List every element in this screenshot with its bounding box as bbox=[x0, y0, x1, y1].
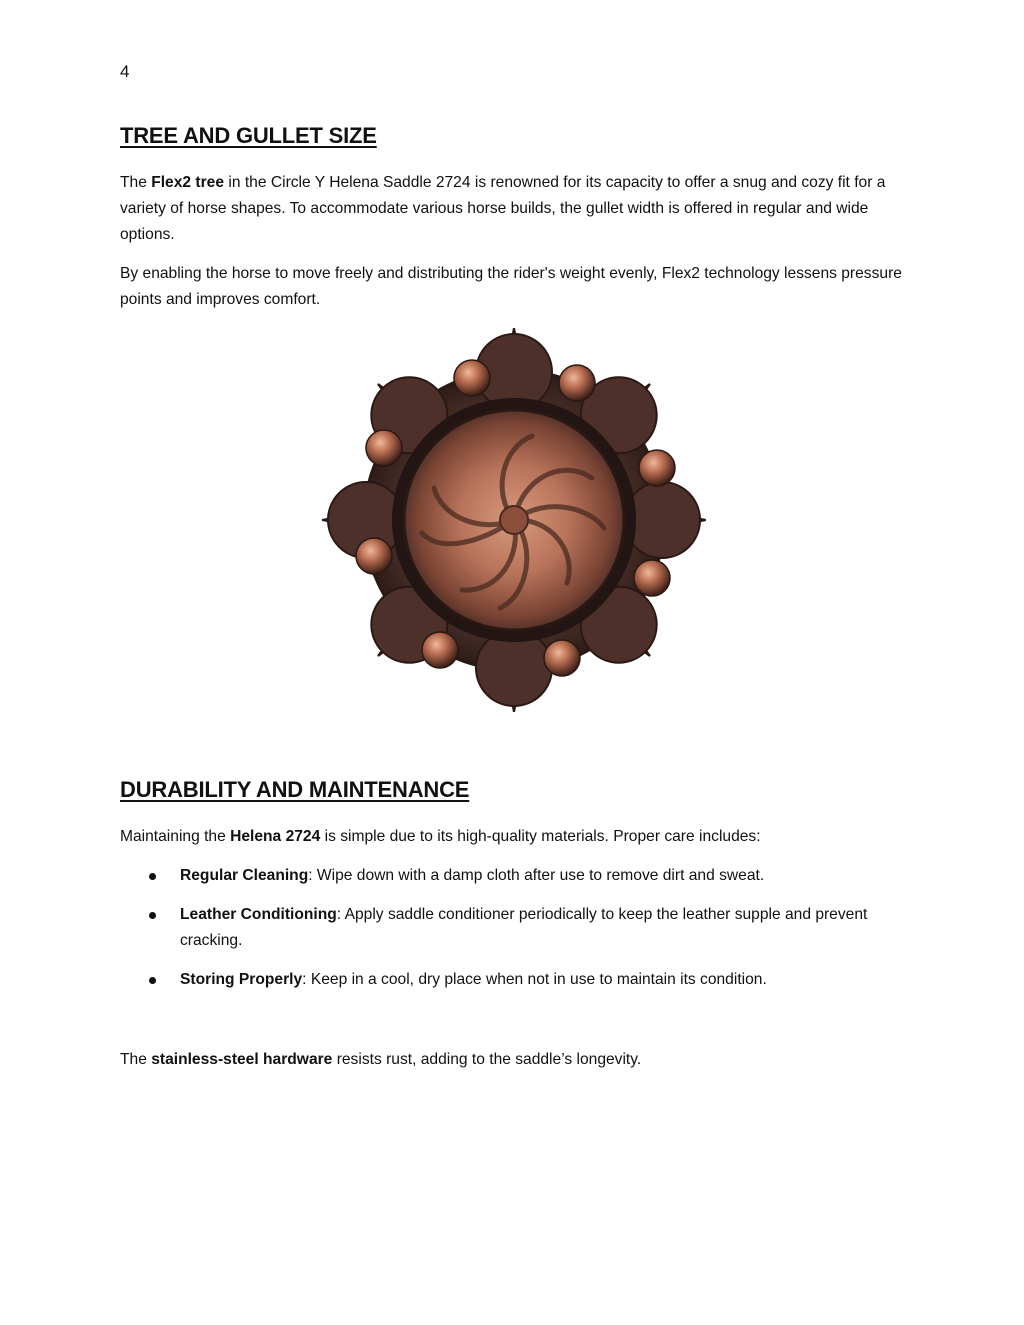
bullet-icon bbox=[149, 912, 156, 919]
bold-text: Regular Cleaning bbox=[180, 867, 309, 884]
copper-concho-image bbox=[322, 328, 706, 712]
text: The bbox=[120, 174, 152, 191]
paragraph-flex2-technology: By enabling the horse to move freely and distributing the rider's weight evenly, Flex2 technology lessens pressure points and improves comfort. bbox=[120, 265, 902, 308]
text: in the Circle Y Helena Saddle 2724 is renowned for its capacity to offer a snug and cozy fit for a variety of horse shapes. To accommodate various horse builds, the gullet width is offered in regular and wide options. bbox=[120, 174, 886, 243]
bullet-icon bbox=[149, 873, 156, 880]
bold-text: stainless-steel hardware bbox=[151, 1051, 333, 1068]
text: resists rust, adding to the saddle’s longevity. bbox=[332, 1051, 642, 1068]
text: : Apply saddle conditioner periodically to keep the leather supple and prevent cracking. bbox=[180, 906, 868, 949]
paragraph-hardware bbox=[120, 1047, 905, 1073]
bold-text: Storing Properly bbox=[180, 971, 303, 988]
text: is simple due to its high-quality materials. Proper care includes: bbox=[320, 828, 761, 845]
care-list bbox=[120, 863, 905, 1006]
section-heading-tree-gullet: TREE AND GULLET SIZE bbox=[120, 123, 377, 148]
list-item bbox=[120, 863, 905, 889]
section-heading-durability: DURABILITY AND MAINTENANCE bbox=[120, 777, 470, 802]
paragraph-flex2-tree bbox=[120, 170, 905, 248]
text: Maintaining the bbox=[120, 828, 231, 845]
list-item bbox=[120, 967, 905, 993]
bold-text: Helena 2724 bbox=[230, 828, 321, 845]
bullet-icon bbox=[149, 977, 156, 984]
text: The bbox=[120, 1051, 152, 1068]
bold-text: Leather Conditioning bbox=[180, 906, 337, 923]
bold-text: Flex2 tree bbox=[151, 174, 225, 191]
text: : Keep in a cool, dry place when not in use to maintain its condition. bbox=[302, 971, 767, 988]
text: : Wipe down with a damp cloth after use to remove dirt and sweat. bbox=[308, 867, 765, 884]
page-number: 4 bbox=[120, 62, 130, 81]
paragraph-maintenance-intro bbox=[120, 824, 905, 850]
list-item bbox=[120, 902, 905, 954]
